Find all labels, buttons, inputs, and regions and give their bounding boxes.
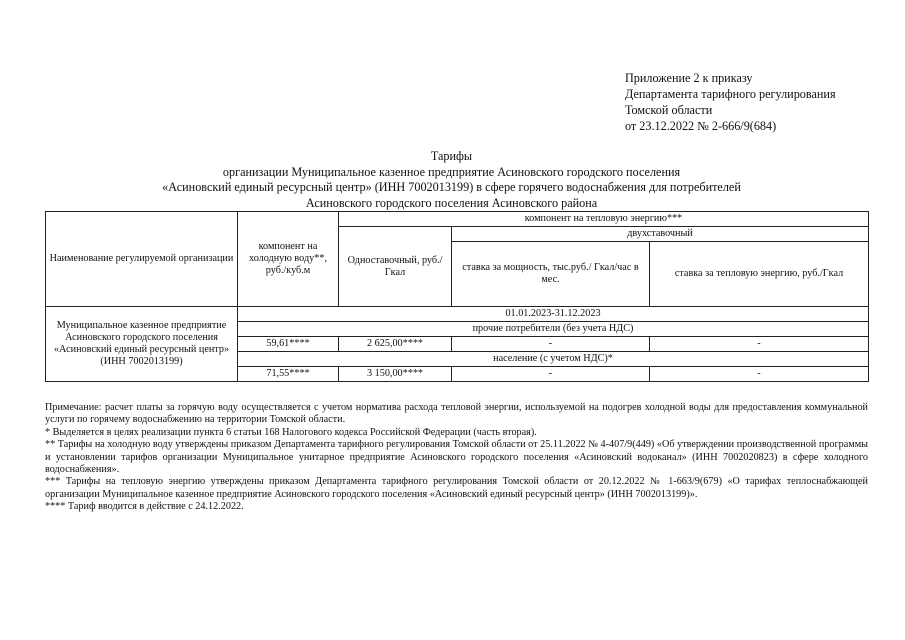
- title-line: «Асиновский единый ресурсный центр» (ИНН 7002013199) в сфере горячего водоснабжения для потребителей: [162, 180, 741, 194]
- header-energy-rate: ставка за тепловую энергию, руб./Гкал: [650, 242, 869, 307]
- appendix-line: Томской области: [625, 103, 713, 117]
- appendix-line: Департамента тарифного регулирования: [625, 87, 836, 101]
- title-heading: Тарифы: [430, 149, 473, 163]
- appendix-header: [625, 70, 836, 134]
- cold-water-value: 71,55****: [238, 367, 339, 382]
- single-rate-value: 3 150,00****: [339, 367, 452, 382]
- appendix-order-date: от 23.12.2022 № 2-666/9(684): [625, 119, 777, 133]
- note-paragraph: Примечание: расчет платы за горячую воду осуществляется с учетом норматива расхода тепловой энергии, используемой на подогрев холодной воды для предоставления коммунальной услуги по горячему водоснабжению на территории Томской области.: [45, 402, 868, 426]
- note-paragraph: ** Тарифы на холодную воду утверждены приказом Департамента тарифного регулирования Томской области от 25.11.2022 № 4-407/9(449) «Об утверждении производственной программы и установлении тарифов организации Муниципальное унитарное предприятие Асиновского городского поселения «Асиновский водоканал» (ИНН 7002020823) в сфере холодного водоснабжения».: [45, 439, 868, 476]
- tariff-table: [45, 211, 869, 382]
- org-name-cell: Муниципальное казенное предприятие Асиновского городского поселения «Асиновский единый ресурсный центр» (ИНН 7002013199): [46, 307, 238, 382]
- capacity-rate-value: -: [452, 337, 650, 352]
- group-label: прочие потребители (без учета НДС): [238, 322, 869, 337]
- note-paragraph: * Выделяется в целях реализации пункта 6 статьи 168 Налогового кодекса Российской Федерации (часть вторая).: [45, 426, 537, 438]
- header-two-rate: двухставочный: [452, 227, 869, 242]
- table-header-row: [46, 212, 869, 227]
- appendix-line: Приложение 2 к приказу: [625, 71, 753, 85]
- energy-rate-value: -: [650, 337, 869, 352]
- note-paragraph: **** Тариф вводится в действие с 24.12.2022.: [45, 501, 244, 513]
- title-line: Асиновского городского поселения Асиновского района: [305, 195, 598, 210]
- notes-section: [45, 402, 868, 514]
- table-row: [46, 307, 869, 322]
- header-heat-component: компонент на тепловую энергию***: [339, 212, 869, 227]
- header-cold-water: компонент на холодную воду**, руб./куб.м: [238, 212, 339, 307]
- group-label: население (с учетом НДС)*: [238, 352, 869, 367]
- document-title: [40, 149, 863, 211]
- single-rate-value: 2 625,00****: [339, 337, 452, 352]
- title-line: организации Муниципальное казенное предприятие Асиновского городского поселения: [222, 164, 681, 179]
- cold-water-value: 59,61****: [238, 337, 339, 352]
- capacity-rate-value: -: [452, 367, 650, 382]
- header-org-name: Наименование регулируемой организации: [46, 212, 238, 307]
- note-paragraph: *** Тарифы на тепловую энергию утверждены приказом Департамента тарифного регулирования Томской области от 20.12.2022 № 1-663/9(679) «О тарифах теплоснабжающей организации Муниципальное казенное предприятие Асиновского городского поселения «Асиновский единый ресурсный центр» (ИНН 7002013199)».: [45, 476, 868, 500]
- period-cell: 01.01.2023-31.12.2023: [238, 307, 869, 322]
- energy-rate-value: -: [650, 367, 869, 382]
- header-capacity-rate: ставка за мощность, тыс.руб./ Гкал/час в мес.: [452, 242, 650, 307]
- header-single-rate: Одноставочный, руб./Гкал: [339, 227, 452, 307]
